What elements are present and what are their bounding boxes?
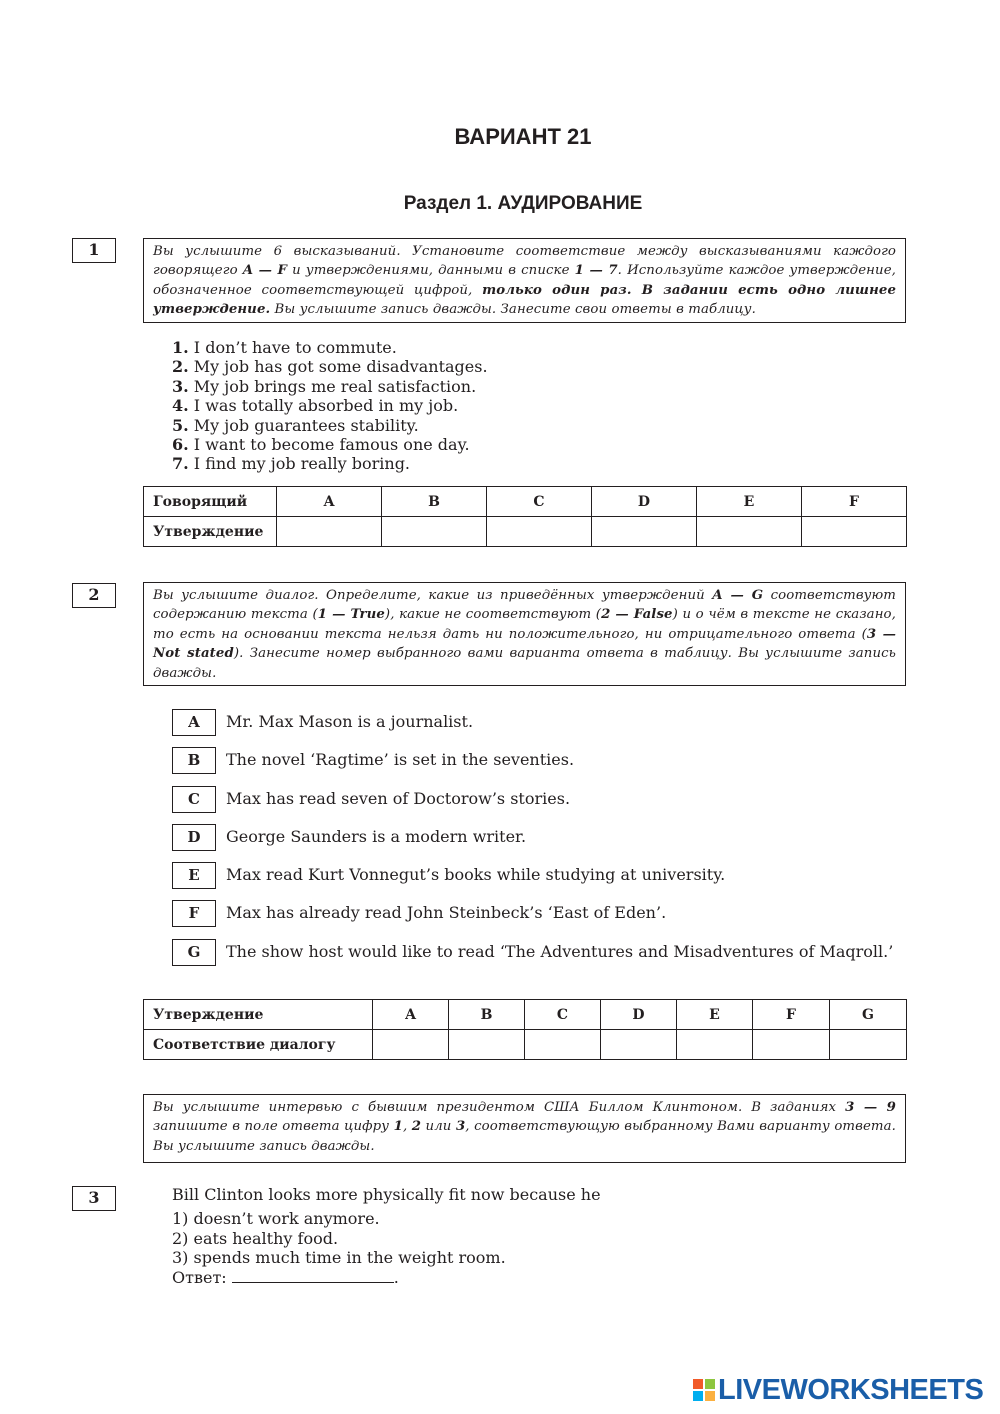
task-1-answer-table (143, 486, 907, 547)
answer-cell[interactable] (802, 517, 907, 547)
option-text: The novel ‘Ragtime’ is set in the seventies. (226, 750, 575, 769)
task-1-number: 1 (72, 238, 116, 263)
task-3-question: Bill Clinton looks more physically fit now because he (172, 1185, 601, 1204)
column-header: E (677, 1000, 753, 1030)
option-letter: B (172, 747, 216, 774)
interview-instructions: Вы услышите интервью с бывшим президентом США Биллом Клинтоном. В заданиях 3 — 9 запишите в поле ответа цифру 1, 2 или 3, соответствующую выбранному Вами варианту ответа. Вы услышите запись дважды. (143, 1094, 906, 1163)
answer-option-1[interactable]: 1) doesn’t work anymore. (172, 1209, 380, 1228)
answer-cell[interactable] (592, 517, 697, 547)
option-letter: F (172, 900, 216, 927)
list-item: 4. I was totally absorbed in my job. (172, 396, 459, 416)
task-1-instructions: Вы услышите 6 высказываний. Установите соответствие между высказываниями каждого говорящего A — F и утверждениями, данными в списке 1 — 7. Используйте каждое утверждение, обозначенное соответствующей цифрой, только один раз. В задании есть одно лишнее утверждение. Вы услышите запись дважды. Занесите свои ответы в таблицу. (143, 238, 906, 323)
logo-square (705, 1379, 715, 1389)
table-row (144, 517, 907, 547)
option-text: Mr. Max Mason is a journalist. (226, 712, 474, 731)
option-letter: D (172, 824, 216, 851)
task-1-statements (172, 338, 488, 474)
table-header-row (144, 1000, 907, 1030)
column-header: A (373, 1000, 449, 1030)
task-3-number: 3 (72, 1186, 116, 1211)
answer-cell[interactable] (525, 1030, 601, 1060)
column-header: E (697, 487, 802, 517)
option-text: The show host would like to read ‘The Adventures and Misadventures of Maqroll.’ (226, 942, 894, 961)
column-header: B (382, 487, 487, 517)
answer-cell[interactable] (753, 1030, 830, 1060)
logo-squares-icon (693, 1379, 715, 1401)
answer-option-2[interactable]: 2) eats healthy food. (172, 1228, 339, 1248)
answer-row (172, 1268, 506, 1288)
list-item: 1. I don’t have to commute. (172, 338, 397, 357)
task-2-answer-table (143, 999, 907, 1060)
task-2-number: 2 (72, 583, 116, 608)
column-header: F (753, 1000, 830, 1030)
section-title: Раздел 1. АУДИРОВАНИЕ (403, 193, 643, 214)
page-title: ВАРИАНТ 21 (454, 124, 592, 149)
list-item: 7. I find my job really boring. (172, 454, 411, 474)
option-text: Max has already read John Steinbeck’s ‘East of Eden’. (226, 903, 667, 922)
list-item: 5. My job guarantees stability. (172, 415, 419, 435)
answer-end: . (393, 1267, 399, 1287)
option-letter: A (172, 709, 216, 736)
table-row-label: Соответствие диалогу (144, 1030, 373, 1060)
column-header: C (525, 1000, 601, 1030)
option-letter: G (172, 939, 216, 966)
column-header: A (277, 487, 382, 517)
column-header: B (449, 1000, 525, 1030)
logo-square (693, 1391, 703, 1401)
answer-option-3[interactable]: 3) spends much time in the weight room. (172, 1248, 506, 1267)
column-header: F (802, 487, 907, 517)
answer-input[interactable] (232, 1269, 394, 1283)
answer-cell[interactable] (830, 1030, 907, 1060)
list-item: 3. My job brings me real satisfaction. (172, 376, 477, 396)
column-header: D (601, 1000, 677, 1030)
option-text: Max read Kurt Vonnegut’s books while studying at university. (226, 865, 726, 884)
logo-square (705, 1391, 715, 1401)
column-header: D (592, 487, 697, 517)
liveworksheets-logo (693, 1375, 983, 1405)
answer-cell[interactable] (487, 517, 592, 547)
answer-cell[interactable] (677, 1030, 753, 1060)
column-header: G (830, 1000, 907, 1030)
table-row-label: Утверждение (144, 517, 277, 547)
answer-cell[interactable] (697, 517, 802, 547)
option-letter: E (172, 862, 216, 889)
option-text: Max has read seven of Doctorow’s stories. (226, 789, 571, 808)
answer-cell[interactable] (601, 1030, 677, 1060)
answer-label: Ответ: (172, 1267, 227, 1287)
table-row (144, 1030, 907, 1060)
option-text: George Saunders is a modern writer. (226, 827, 527, 846)
task-3-answers (172, 1209, 506, 1287)
answer-cell[interactable] (277, 517, 382, 547)
table-row-label: Говорящий (144, 487, 277, 517)
table-header-row (144, 487, 907, 517)
logo-text: LIVEWORKSHEETS (718, 1373, 984, 1406)
column-header: C (487, 487, 592, 517)
list-item: 2. My job has got some disadvantages. (172, 357, 488, 377)
logo-square (693, 1379, 703, 1389)
option-letter: C (172, 786, 216, 813)
answer-cell[interactable] (449, 1030, 525, 1060)
list-item: 6. I want to become famous one day. (172, 435, 470, 455)
answer-cell[interactable] (373, 1030, 449, 1060)
table-row-label: Утверждение (144, 1000, 373, 1030)
answer-cell[interactable] (382, 517, 487, 547)
task-2-instructions: Вы услышите диалог. Определите, какие из приведённых утверждений A — G соответствуют содержанию текста (1 — True), какие не соответствуют (2 — False) и о чём в тексте не сказано, то есть на основании текста нельзя дать ни положительного, ни отрицательного ответа (3 — Not stated). Занесите номер выбранного вами варианта ответа в таблицу. Вы услышите запись дважды. (143, 582, 906, 686)
